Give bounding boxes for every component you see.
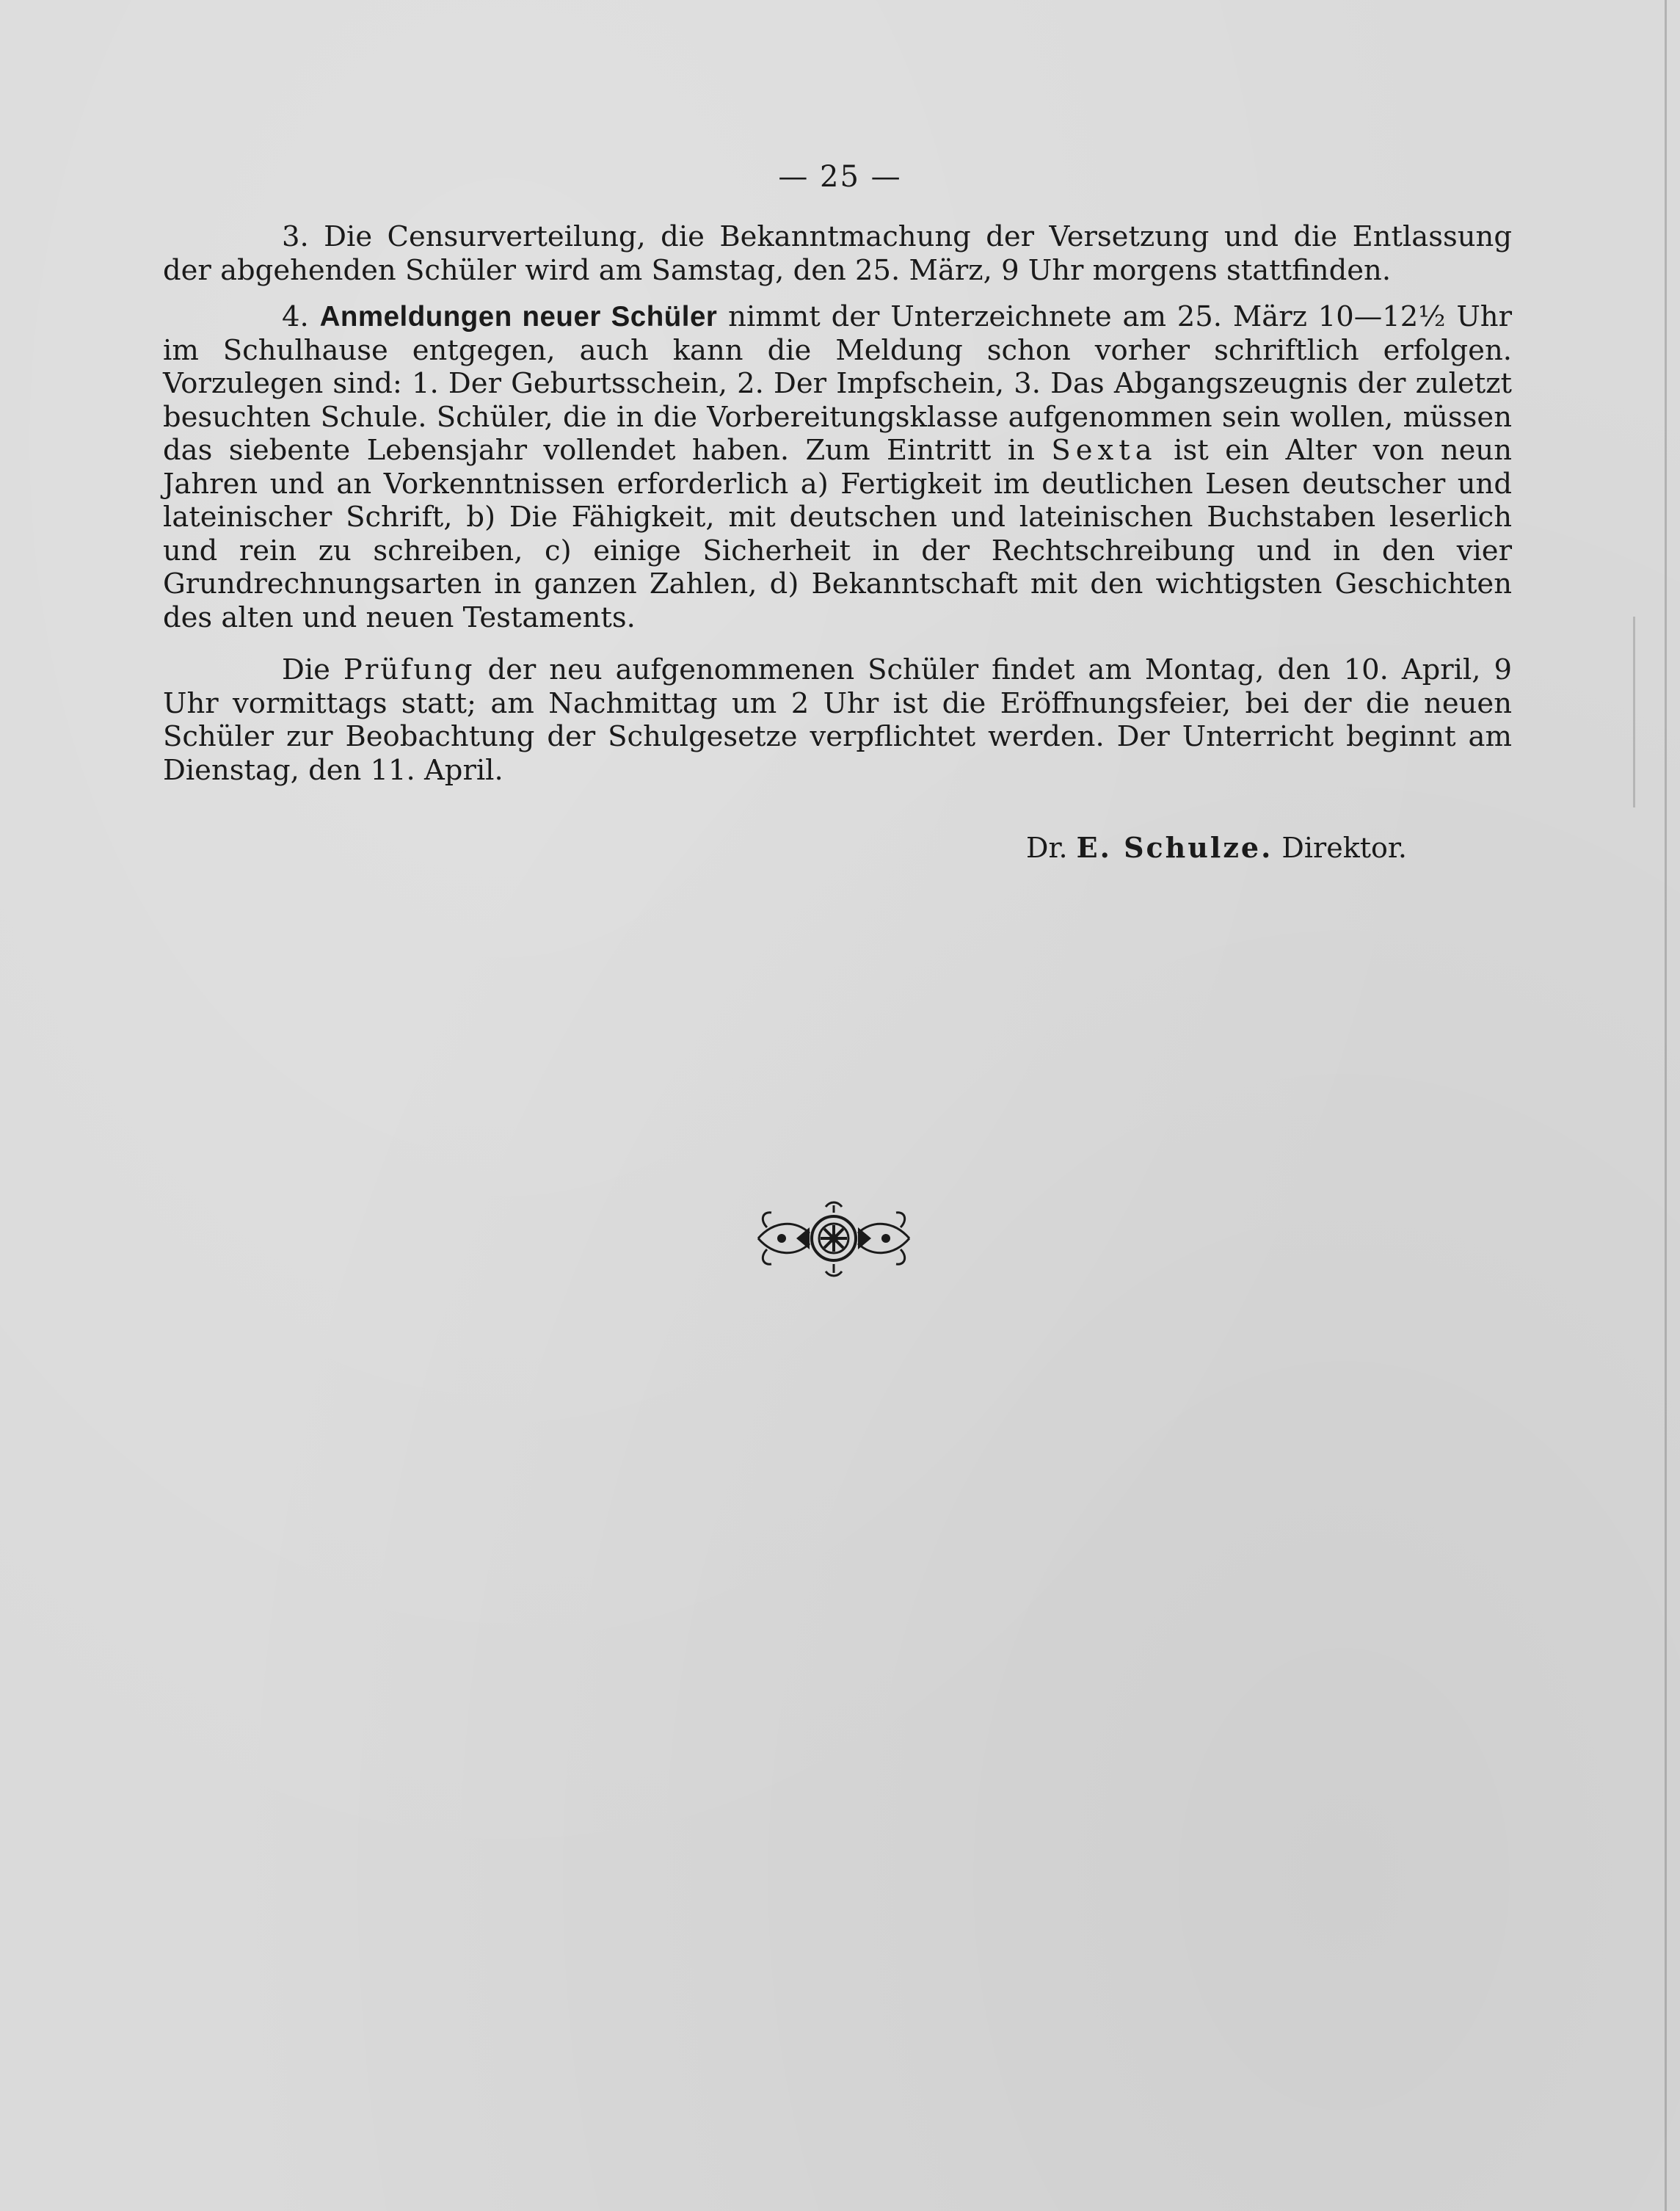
page-number: — 25 — xyxy=(778,160,902,194)
signature-line xyxy=(1026,831,1407,864)
document-body xyxy=(163,220,1512,787)
paper-fold-mark xyxy=(1633,617,1635,807)
paragraph-4-number: 4. xyxy=(282,300,309,333)
paragraph-4 xyxy=(163,300,1512,634)
signature-name: E. Schulze. xyxy=(1076,831,1273,864)
paragraph-5-prefix: Die xyxy=(282,653,330,686)
page-edge-shadow xyxy=(1665,0,1667,2211)
paragraph-3: 3. Die Censurverteilung, die Bekanntmachung der Versetzung und die Entlassung der abgehenden Schüler wird am Samstag, den 25. März, 9 Uhr morgens stattfinden. xyxy=(163,220,1512,287)
sexta-term: Sexta xyxy=(1051,434,1157,467)
signature-title: Dr. xyxy=(1026,832,1068,864)
registration-heading: Anmeldungen neuer Schüler xyxy=(319,301,718,333)
paragraph-5-text: der neu aufgenommenen Schüler findet am Montag, den 10. April, 9 Uhr vormittags statt; am Nachmittag um 2 Uhr ist die Eröffnungsfeier, bei der die neuen Schüler zur Beobachtung der Schulgesetze verpflichtet werden. Der Unterricht beginnt am Dienstag, den 11. April. xyxy=(163,653,1512,787)
signature-role: Direktor. xyxy=(1281,832,1407,864)
ornament-vignette-icon xyxy=(752,1198,915,1279)
pruefung-term: Prüfung xyxy=(343,653,475,686)
paragraph-4-text-b: ist ein Alter von neun Jahren und an Vorkenntnissen erforderlich a) Fertigkeit im deutlichen Lesen deutscher und lateinischer Schrift, b) Die Fähigkeit, mit deutschen und lateinischen Buchstaben leserlich und rein zu schreiben, c) einige Sicherheit in der Rechtschreibung und in den vier Grundrechnungsarten in ganzen Zahlen, d) Bekanntschaft mit den wichtigsten Geschichten des alten und neuen Testaments. xyxy=(163,434,1512,634)
paragraph-5 xyxy=(163,653,1512,787)
paragraph-4-text-a: nimmt der Unterzeichnete am 25. März 10—12½ Uhr im Schulhause entgegen, auch kann die Meldung schon vorher schriftlich erfolgen. Vorzulegen sind: 1. Der Geburtsschein, 2. Der Impfschein, 3. Das Abgangszeugnis der zuletzt besuchten Schule. Schüler, die in die Vorbereitungsklasse aufgenommen sein wollen, müssen das siebente Lebensjahr vollendet haben. Zum Eintritt in xyxy=(163,300,1512,467)
